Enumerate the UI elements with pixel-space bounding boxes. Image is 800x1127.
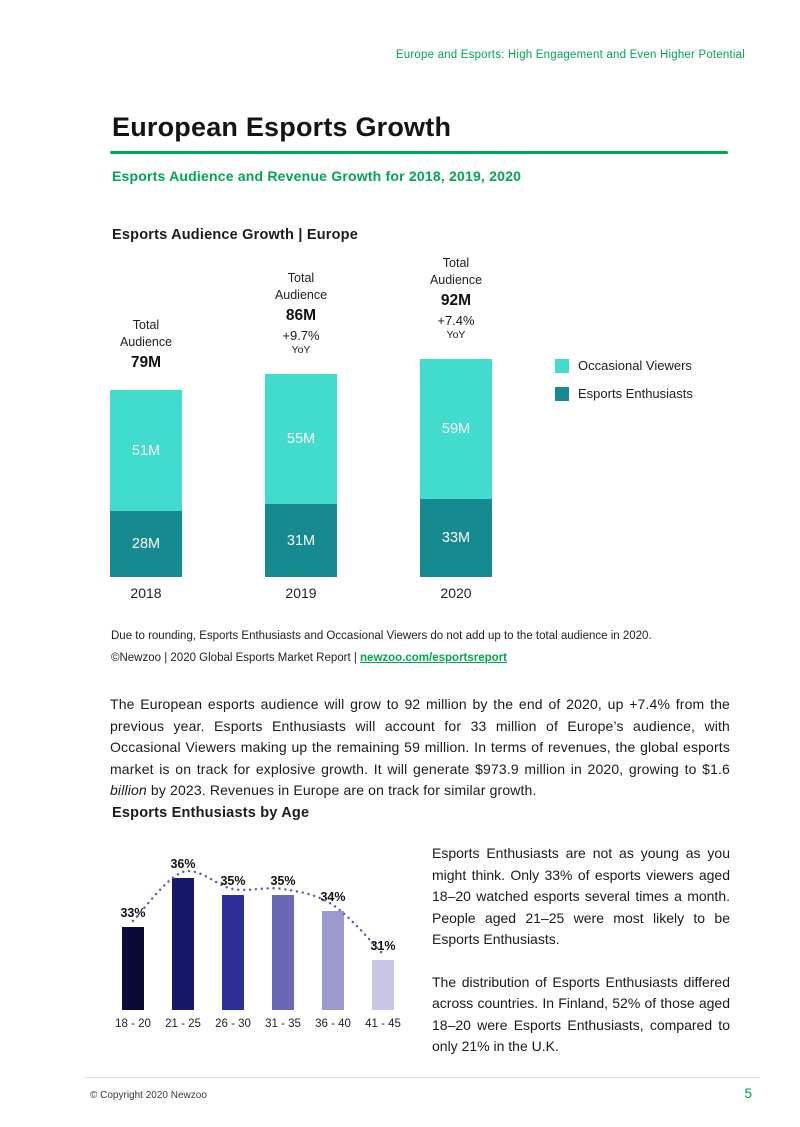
page-title: European Esports Growth: [112, 112, 452, 142]
year-axis-label: 2019: [285, 585, 317, 601]
trend-curve-svg: [108, 845, 408, 1010]
occasional-viewers-segment: 59M: [420, 359, 492, 499]
audience-chart-heading: Esports Audience Growth | Europe: [112, 227, 358, 243]
legend-label-occasional-viewers: Occasional Viewers: [578, 358, 692, 373]
copyright-text: © Copyright 2020 Newzoo: [90, 1090, 207, 1101]
page-number: 5: [744, 1086, 752, 1101]
trend-dotted-curve: [133, 871, 383, 954]
age-bar-value-label: 33%: [120, 906, 146, 920]
age-bar-value-label: 35%: [270, 874, 296, 888]
esports-enthusiasts-segment: 33M: [420, 499, 492, 577]
age-chart-heading: Esports Enthusiasts by Age: [112, 805, 310, 821]
body-text-italic: billion: [110, 782, 147, 798]
title-underline: [110, 151, 728, 154]
total-audience-value: 79M: [130, 354, 162, 371]
legend-item-esports-enthusiasts: [555, 386, 693, 401]
yoy-value: +9.7%: [282, 328, 320, 343]
body-text-end: by 2023. Revenues in Europe are on track for similar growth.: [146, 782, 537, 798]
occasional-viewers-segment: 51M: [110, 390, 182, 511]
running-header: Europe and Esports: High Engagement and Even Higher Potential: [395, 49, 745, 61]
chart-footnote: Due to rounding, Esports Enthusiasts and Occasional Viewers do not add up to the total audience in 2020.: [111, 630, 652, 642]
age-axis-label: 18 - 20: [115, 1018, 151, 1030]
total-audience-caption: Total Audience: [274, 271, 328, 303]
age-bar-value-label: 34%: [320, 890, 346, 904]
attribution-text: ©Newzoo | 2020 Global Esports Market Report |: [111, 652, 361, 664]
occasional-viewers-swatch: [555, 359, 569, 373]
total-audience-value: 92M: [440, 292, 472, 309]
age-bar-value-label: 36%: [170, 857, 196, 871]
year-axis-label: 2018: [130, 585, 162, 601]
yoy-value: +7.4%: [437, 313, 475, 328]
age-commentary-paragraph-2: The distribution of Esports Enthusiasts differed across countries. In Finland, 52% of those aged 18–20 were Esports Enthusiasts, compared to only 21% in the U.K.: [432, 973, 730, 1054]
age-chart-plot: [108, 845, 408, 1010]
audience-bar-group-2019: [265, 270, 337, 577]
age-bar-value-label: 31%: [370, 939, 396, 953]
legend-label-esports-enthusiasts: Esports Enthusiasts: [578, 386, 693, 401]
age-commentary: [432, 843, 730, 1058]
age-bar-chart: [108, 845, 418, 1045]
total-audience-value: 86M: [285, 307, 317, 324]
legend-item-occasional-viewers: [555, 358, 693, 373]
age-axis-label: 26 - 30: [215, 1018, 251, 1030]
page-subtitle: Esports Audience and Revenue Growth for 2018, 2019, 2020: [112, 168, 522, 184]
body-paragraph: [110, 694, 730, 802]
yoy-caption: YoY: [446, 329, 466, 341]
occasional-viewers-segment: 55M: [265, 374, 337, 504]
body-text-start: The European esports audience will grow to 92 million by the end of 2020, up +7.4% from the previous year. Esports Enthusiasts will account for 33 million of Europe’s audience, with Occasional Viewers making up the remaining 59 million. In terms of revenues, the global esports market is on track for explosive growth. It will generate $973.9 million in 2020, growing to $1.6: [110, 696, 730, 777]
audience-bar-group-2020: [420, 255, 492, 577]
footer-divider: [85, 1077, 760, 1078]
age-commentary-paragraph-1: Esports Enthusiasts are not as young as you might think. Only 33% of esports viewers aged 18–20 watched esports several times a month. People aged 21–25 were most likely to be Esports Enthusiasts.: [432, 845, 730, 947]
esports-enthusiasts-swatch: [555, 387, 569, 401]
age-bar-value-label: 35%: [220, 874, 246, 888]
yoy-caption: YoY: [291, 344, 311, 356]
year-axis-label: 2020: [440, 585, 472, 601]
total-audience-caption: Total Audience: [119, 318, 173, 350]
age-axis-label: 21 - 25: [165, 1018, 201, 1030]
esports-report-link[interactable]: newzoo.com/esportsreport: [360, 652, 507, 664]
esports-enthusiasts-segment: 28M: [110, 511, 182, 577]
total-audience-caption: Total Audience: [429, 256, 483, 288]
age-axis-label: 36 - 40: [315, 1018, 351, 1030]
age-axis-label: 41 - 45: [365, 1018, 401, 1030]
esports-enthusiasts-segment: 31M: [265, 504, 337, 577]
age-axis-label: 31 - 35: [265, 1018, 301, 1030]
audience-bar-group-2018: [110, 317, 182, 577]
audience-stacked-bar-chart: [110, 256, 730, 612]
chart-attribution: [111, 652, 507, 664]
chart-legend: [555, 358, 693, 401]
